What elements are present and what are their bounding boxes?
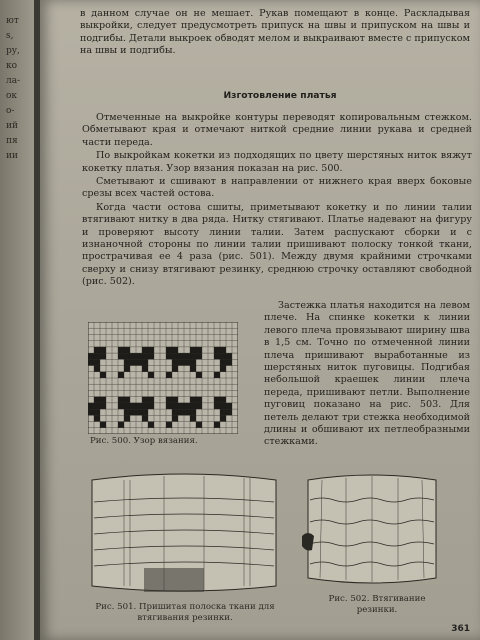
prev-line: о- xyxy=(6,106,15,116)
pattern-cell xyxy=(220,353,226,359)
pattern-cell xyxy=(172,366,178,372)
pattern-cell xyxy=(166,397,172,403)
fig501-caption: Рис. 501. Пришитая полоска ткани для втягивания резинки. xyxy=(95,602,275,623)
pattern-cell xyxy=(94,397,100,403)
pattern-cell xyxy=(118,372,124,378)
previous-page-edge xyxy=(0,0,34,640)
prev-line: ок xyxy=(6,91,18,101)
pattern-cell xyxy=(190,397,196,403)
page-number: 361 xyxy=(451,624,470,634)
pattern-cell xyxy=(226,409,232,415)
pattern-cell xyxy=(94,409,100,415)
fabric-strip-figure xyxy=(84,468,284,600)
pattern-cell xyxy=(196,372,202,378)
pattern-cell xyxy=(214,353,220,359)
pattern-cell xyxy=(190,403,196,409)
section-heading: Изготовление платья xyxy=(223,90,337,101)
pattern-cell xyxy=(172,347,178,353)
pattern-cell xyxy=(118,347,124,353)
pattern-cell xyxy=(88,353,94,359)
pattern-cell xyxy=(142,359,148,365)
pattern-cell xyxy=(136,359,142,365)
pattern-cell xyxy=(118,397,124,403)
pattern-cell xyxy=(100,372,106,378)
pattern-cell xyxy=(88,359,94,365)
pattern-cell xyxy=(226,403,232,409)
pattern-cell xyxy=(118,403,124,409)
pattern-cell xyxy=(220,359,226,365)
pattern-cell xyxy=(136,409,142,415)
pattern-cell xyxy=(136,353,142,359)
pattern-cell xyxy=(148,397,154,403)
prev-line: ру, xyxy=(6,46,20,56)
pattern-cell xyxy=(124,347,130,353)
fig502-caption: Рис. 502. Втягивание резинки. xyxy=(328,594,426,615)
pattern-cell xyxy=(166,353,172,359)
pattern-cell xyxy=(130,353,136,359)
pattern-cell xyxy=(148,422,154,428)
pattern-cell xyxy=(130,403,136,409)
pattern-cell xyxy=(226,359,232,365)
pattern-cell xyxy=(94,347,100,353)
pattern-cell xyxy=(166,372,172,378)
pattern-cell xyxy=(130,359,136,365)
pattern-cell xyxy=(172,403,178,409)
pattern-cell xyxy=(88,409,94,415)
pattern-cell xyxy=(196,403,202,409)
pattern-cell xyxy=(166,422,172,428)
prev-line: пя xyxy=(6,136,18,146)
pattern-cell xyxy=(220,415,226,421)
pattern-cell xyxy=(124,409,130,415)
pattern-cell xyxy=(100,353,106,359)
pattern-cell xyxy=(178,409,184,415)
pattern-cell xyxy=(226,353,232,359)
pattern-cell xyxy=(94,403,100,409)
pattern-cell xyxy=(148,403,154,409)
pattern-cell xyxy=(94,359,100,365)
pattern-cell xyxy=(220,397,226,403)
pattern-cell xyxy=(190,353,196,359)
pattern-cell xyxy=(142,353,148,359)
pattern-cell xyxy=(94,353,100,359)
pattern-cell xyxy=(190,347,196,353)
pattern-cell xyxy=(172,409,178,415)
pattern-cell xyxy=(178,359,184,365)
pattern-cell xyxy=(142,415,148,421)
fig500-caption: Рис. 500. Узор вязания. xyxy=(90,436,198,446)
pattern-cell xyxy=(214,403,220,409)
pattern-cell xyxy=(124,415,130,421)
pattern-cell xyxy=(178,353,184,359)
paragraph: Сметывают и сшивают в направлении от нижнего края вверх боковые срезы всех частей остова. xyxy=(82,176,472,200)
pattern-cell xyxy=(142,347,148,353)
pattern-cell xyxy=(172,397,178,403)
prev-line: ий xyxy=(6,121,18,131)
pattern-cell xyxy=(220,409,226,415)
prev-line: ла- xyxy=(6,76,21,86)
pattern-cell xyxy=(142,403,148,409)
prev-line: ют xyxy=(6,16,19,26)
prev-line: s, xyxy=(6,31,14,41)
pattern-cell xyxy=(196,397,202,403)
pattern-cell xyxy=(190,409,196,415)
book-page xyxy=(40,0,480,640)
pattern-cell xyxy=(94,415,100,421)
pattern-cell xyxy=(172,359,178,365)
pattern-cell xyxy=(196,353,202,359)
pattern-cell xyxy=(166,403,172,409)
pattern-cell xyxy=(148,347,154,353)
pattern-cell xyxy=(130,409,136,415)
pattern-cell xyxy=(190,415,196,421)
prev-line: ии xyxy=(6,151,18,161)
pattern-cell xyxy=(124,403,130,409)
pattern-cell xyxy=(196,422,202,428)
pattern-cell xyxy=(190,366,196,372)
paragraph: По выкройкам кокетки из подходящих по цвету шерстяных ниток вяжут кокетку платья. Узор вязания показан на рис. 500. xyxy=(82,150,472,174)
pattern-cell xyxy=(100,347,106,353)
pattern-cell xyxy=(178,403,184,409)
pattern-cell xyxy=(220,347,226,353)
paragraph: Когда части остова сшиты, приметывают кокетку и по линии талии втягивают нитку в два ряда. Нитку стягивают. Платье надевают на фигуру и проверяют высоту линии талии. Затем распускают сборки и с изнаночной стороны по линии талии пришивают полоску тонкой ткани, прострачивая ее 4 раза (рис. 501). Между двумя крайними строчками сверху и снизу втягивают резинку, среднюю строчку оставляют свободной (рис. 502). xyxy=(82,201,472,288)
prev-line: ко xyxy=(6,61,18,71)
top-text: в данном случае он не мешает. Рукав помещают в конце. Раскладывая выкройки, следует предусмотреть припуск на швы и припуском на швы и подгибы. Детали выкроек обводят мелом и выкраивают вместе с припуском на швы и подгибы. xyxy=(80,8,470,57)
pattern-cell xyxy=(100,403,106,409)
pattern-cell xyxy=(220,366,226,372)
elastic-insertion-figure xyxy=(302,470,442,590)
pattern-cell xyxy=(142,397,148,403)
pattern-cell xyxy=(136,403,142,409)
pattern-cell xyxy=(142,366,148,372)
pattern-cell xyxy=(184,403,190,409)
pattern-cell xyxy=(214,372,220,378)
right-column-text: Застежка платья находится на левом плече. На спинке кокетки к линии левого плеча провязывают ширину шва в 1,5 см. Точно по отмеченной линии плеча пришивают выработанные из шерстяных ниток пуговицы. Подгибая небольшой краешек линии плеча переда, пришивают петли. Выполнение пуговиц показано на рис. 503. Для петель делают три стежка необходимой длины и обшивают их петлеобразными стежками. xyxy=(264,300,470,448)
pattern-cell xyxy=(100,397,106,403)
pattern-cell xyxy=(88,403,94,409)
pattern-cell xyxy=(124,397,130,403)
pattern-cell xyxy=(124,353,130,359)
main-text xyxy=(82,112,472,290)
pattern-cell xyxy=(118,422,124,428)
pattern-cell xyxy=(196,347,202,353)
pattern-cell xyxy=(184,353,190,359)
pattern-cell xyxy=(142,409,148,415)
paragraph: Отмеченные на выкройке контуры переводят копировальным стежком. Обметывают края и отмечают ниткой средние линии рукава и средней части переда. xyxy=(82,112,472,148)
pattern-cell xyxy=(184,359,190,365)
pattern-cell xyxy=(166,347,172,353)
pattern-cell xyxy=(148,353,154,359)
pattern-cell xyxy=(118,353,124,359)
pattern-cell xyxy=(214,397,220,403)
pattern-cell xyxy=(184,409,190,415)
pattern-cell xyxy=(172,415,178,421)
pattern-cell xyxy=(190,359,196,365)
pattern-cell xyxy=(214,422,220,428)
pattern-cell xyxy=(124,366,130,372)
knitting-pattern-figure xyxy=(88,322,238,434)
pattern-cell xyxy=(100,422,106,428)
pattern-cell xyxy=(214,347,220,353)
pattern-cell xyxy=(94,366,100,372)
pattern-cell xyxy=(220,403,226,409)
pattern-cell xyxy=(148,372,154,378)
pattern-cell xyxy=(124,359,130,365)
pattern-cell xyxy=(172,353,178,359)
